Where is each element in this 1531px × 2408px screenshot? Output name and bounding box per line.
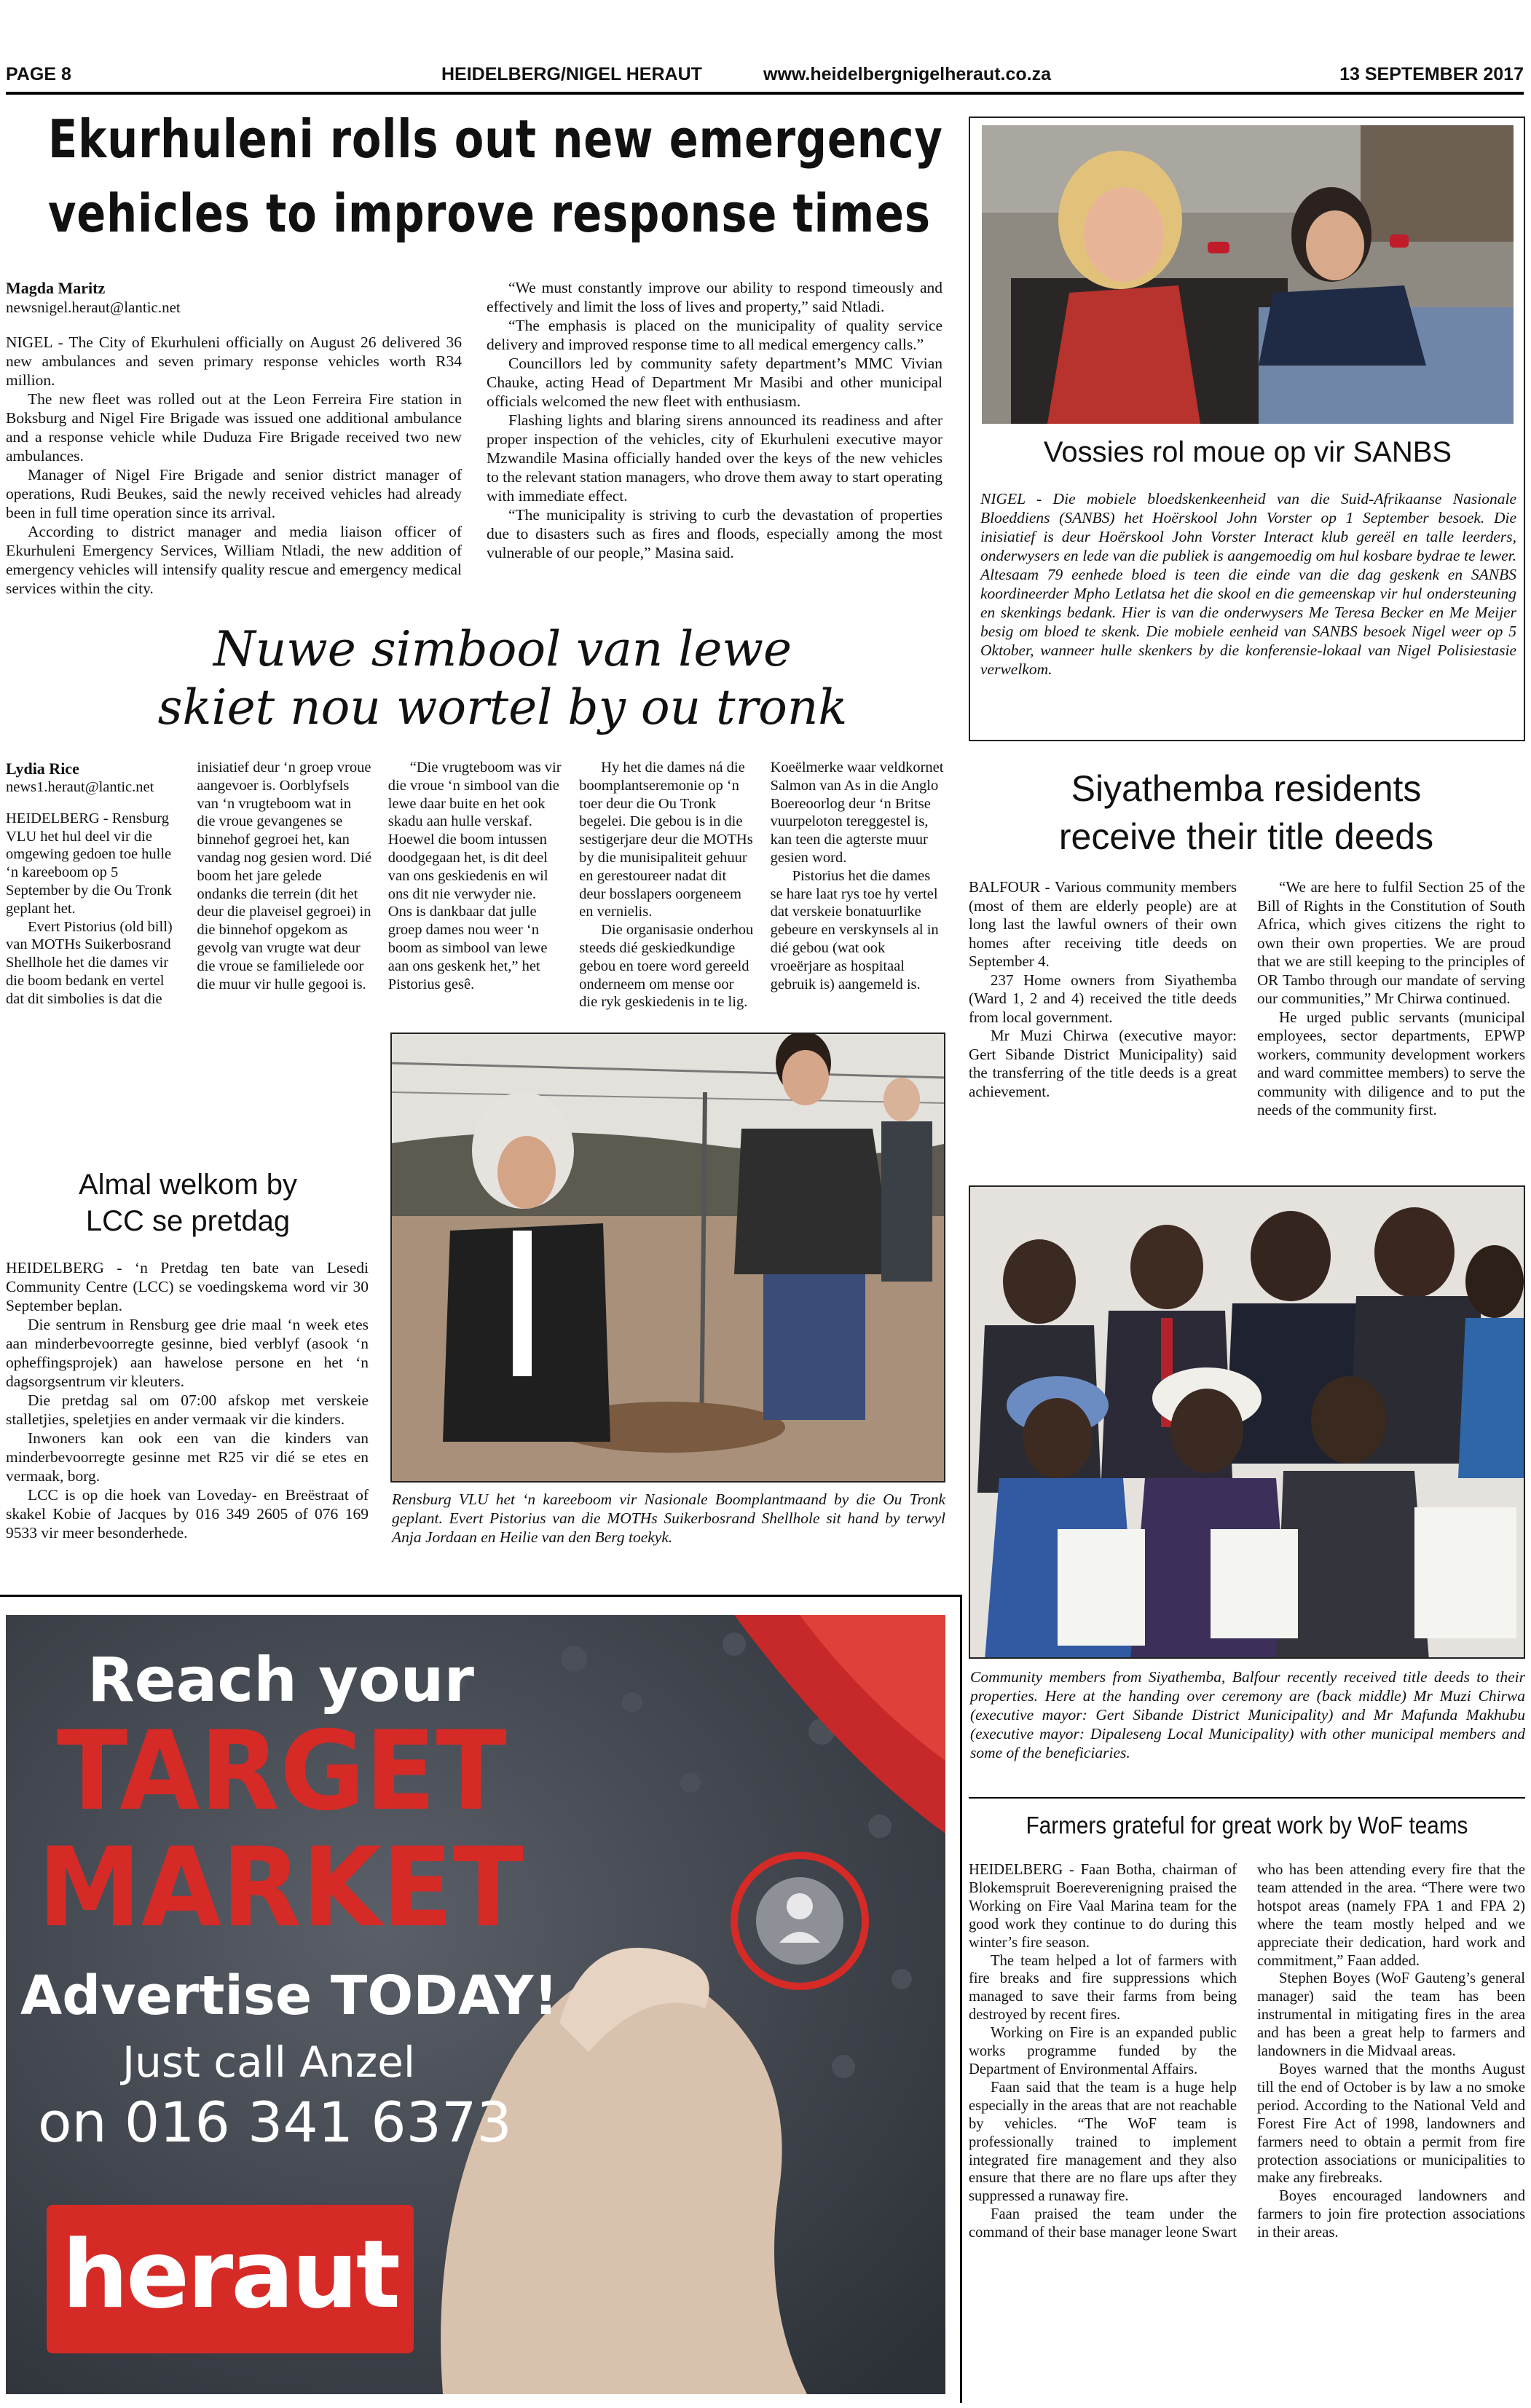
wof-article-body: [969, 1861, 1525, 2400]
blood-donation-image: [982, 125, 1514, 424]
tree-paragraph: Die organisasie onderhou steeds dié geskiedkundige gebou en toere word gereeld onderneem om mense oor die ryk geskiedenis in te lig. Koeëlmerke waar veldkornet Salmon van As in die Anglo Boereoorlog deur ‘n Britse vuurpeloton tereggestel is, kan teen die agterste muur gesien word.: [579, 759, 944, 1011]
ad-top-rule: [0, 1595, 961, 1597]
lead-paragraph: “We must constantly improve our ability to respond timeously and effectively and limit the loss of lives and property,” said Ntladi.: [487, 279, 942, 315]
ad-brand-block: [47, 2205, 414, 2353]
wof-top-rule: [969, 1797, 1525, 1799]
sanbs-caption: NIGEL - Die mobiele bloedskenkeenheid van die Suid-Afrikaanse Nasionale Bloeddiens (SANBS) het Hoërskool John Vorster op 1 September besoek. Die inisiatief is deur Hoërskool John Vorster Interact klub gereël en talle leerders, onderwysers en lede van die publiek is aangemoedig om hul kosbare bydrae te lewer. Altesaam 79 eenhede bloed is teen die einde van die dag geskenk en SANBS koordineerder Mpho Letlatsa het die skool en die gemeenskap vir hul ondersteuning en skenkings bedank. Hier is van die onderwysers Me Teresa Becker en Me Meijer besig om bloed te skenk. Die mobiele eenheid van SANBS besoek Nigel weer op 5 Oktober, wanneer hulle skenkers by die konferensie-lokaal van Nigel Polisiestasie verwelkom.: [980, 490, 1516, 678]
wof-paragraph: Boyes encouraged landowners and farmers to join fire protection associations in their areas.: [1257, 2188, 1525, 2241]
tree-paragraph: Pistorius het die dames se hare laat rys toe hy vertel dat verskeie bonatuurlike gebeure en verskynsels al in dié gebou (wat ook vroeërjare as hospitaal gebruik is) aangemeld is.: [770, 867, 939, 992]
newspaper-name: HEIDELBERG/NIGEL HERAUT: [441, 64, 702, 84]
lcc-headline-line-2: LCC se pretdag: [85, 1205, 291, 1237]
wof-paragraph: HEIDELBERG - Faan Botha, chairman of Blokemspruit Boereverenigning praised the Working on Fire Vaal Marina team for the good work they continue to do during this winter’s fire season.: [969, 1862, 1237, 1951]
title-deeds-photo: [969, 1185, 1525, 1659]
tree-paragraph: HEIDELBERG - Rensburg VLU het hul deel vir die omgewing gedoen toe hulle ‘n kareeboom op 5 September by die Ou Tronk geplant het.: [6, 810, 172, 917]
wof-paragraph: Stephen Boyes (WoF Gauteng’s general manager) said the team has been instrumental in mitigating fires in the area and has been a great help to farmers and landowners in die Midvaal areas.: [1257, 1970, 1525, 2060]
lead-author-email: newsnigel.heraut@lantic.net: [6, 299, 181, 316]
ad-line-reach: Reach your: [87, 1644, 474, 1716]
wof-paragraph: Faan praised the team under the command of their base manager leone Swart who has been attending every fire that the team attended in the area. “There were two hotspot areas (namely FPA 1 and FPA 2) where the team mostly helped and we appreciate their dedication, hard work and commitment,” Faan added.: [969, 1862, 1525, 2241]
wof-headline: Farmers grateful for great work by WoF teams: [1026, 1812, 1468, 1839]
lead-paragraph: Councillors led by community safety department’s MMC Vivian Chauke, acting Head of Department Mr Masibi and other municipal officials welcomed the new fleet with enthusiasm.: [487, 355, 942, 410]
lead-paragraph: The new fleet was rolled out at the Leon Ferreira Fire station in Boksburg and Nigel Fire Brigade was issued one additional ambulance and a response vehicle while Duduza Fire Brigade received two new ambulances.: [6, 390, 462, 465]
tree-paragraph: Evert Pistorius (old bill) van MOTHs Suikerbosrand Shellhole het die dames vir die boom bedank en vertel dat dit simbolies is dat die inisiatief deur ‘n groep vroue aangevoer is. Oorblyfsels van ‘n vrugteboom wat in die vroue gevangenes se binnehof gegroei het, kan vandag nog gesien word. Dié boom het jare gelede ondanks die terrein (dit het deur die plaveisel gegroei) in die binnehof opgekom as gevolg van vrugte wat deur die vroue se familielede oor die muur vir hulle gegooi is.: [6, 759, 372, 1007]
blood-donation-photo: [982, 125, 1514, 424]
ad-line-call: Just call Anzel: [122, 2037, 416, 2087]
siyathemba-paragraph: Mr Muzi Chirwa (executive mayor: Gert Sibande District Municipality) said the transferring of the title deeds is a great achievement.: [969, 1027, 1237, 1100]
advertisement[interactable]: [6, 1615, 945, 2394]
tree-author: Lydia Rice: [6, 759, 79, 778]
siyathemba-paragraph: He urged public servants (municipal employees, sector departments, EPWP workers, community development workers and ward committee members) to serve the community with diligence and to put the needs of the community first.: [1257, 1008, 1525, 1118]
masthead-rule: [6, 92, 1524, 95]
lcc-headline: [6, 1167, 370, 1239]
lead-article-body: [6, 278, 942, 613]
ad-phone-number[interactable]: on 016 341 6373: [38, 2090, 512, 2155]
wof-paragraph: Boyes warned that the months August till the end of October is by law a no smoke period. According to the National Veld and Forest Fire Act of 1998, landowners and farmers need to obtain a permit from fire protection associations or municipalities to make any firebreaks.: [1257, 2061, 1525, 2187]
wof-paragraph: The team helped a lot of farmers with fire breaks and fire suppressions which managed to save their farms from being destroyed by recent fires.: [969, 1952, 1237, 2024]
lead-paragraph: NIGEL - The City of Ekurhuleni officially on August 26 delivered 36 new ambulances and seven primary response vehicles worth R34 million.: [6, 333, 462, 389]
siyathemba-paragraph: BALFOUR - Various community members (most of them are elderly people) are at long last the lawful owners of their own homes after receiving title deeds on September 4.: [969, 878, 1237, 970]
lead-paragraph: “The emphasis is placed on the municipality of quality service delivery and improved response time to all medical emergency calls.”: [487, 317, 942, 353]
lcc-paragraph: Inwoners kan ook een van die kinders van minderbevoorregte gesinne met R25 vir dié se etes en vermaak, borg.: [6, 1429, 369, 1485]
ad-brand-logo: heraut: [62, 2221, 398, 2329]
page-number: PAGE 8: [6, 64, 71, 84]
tree-photo-caption: Rensburg VLU het ‘n kareeboom vir Nasionale Boomplantmaand by die Ou Tronk geplant. Evert Pistorius van die MOTHs Suikerbosrand Shellhole sit hand by terwyl Anja Jordaan en Heilie van den Berg toekyk.: [392, 1491, 945, 1546]
siyathemba-headline: [967, 765, 1525, 861]
lead-headline-line-2: vehicles to improve response times: [48, 183, 931, 244]
lcc-paragraph: LCC is op die hoek van Loveday- en Breëstraat of skakel Kobie of Jacques by 016 349 2605 of 076 169 9533 vir meer besonderhede.: [6, 1486, 369, 1541]
lead-headline-line-1: Ekurhuleni rolls out new emergency: [48, 108, 943, 170]
tree-headline: [73, 620, 932, 737]
lead-paragraph: “The municipality is striving to curb the devastation of properties due to disasters such as fires and floods, especially among the most vulnerable of our people,” Masina said.: [487, 506, 942, 561]
tree-headline-line-2: skiet nou wortel by ou tronk: [157, 679, 848, 735]
title-deeds-image: [970, 1187, 1525, 1659]
lcc-paragraph: Die sentrum in Rensburg gee drie maal ‘n week etes aan minderbevoorregte gesinne, bied verblyf (asook ‘n opheffingsprojek) aan hawelose persone en het ‘n dagsorgsentrum vir kleuters.: [6, 1316, 369, 1390]
lcc-headline-line-1: Almal welkom by: [78, 1169, 298, 1201]
lead-headline: [48, 102, 943, 250]
tree-author-email: news1.heraut@lantic.net: [6, 779, 154, 795]
issue-date: 13 SEPTEMBER 2017: [1339, 64, 1524, 84]
tree-paragraph: “Die vrugteboom was vir die vroue ‘n simbool van die lewe daar buite en het ook skadu aan hulle verskaf. Hoewel die boom intussen doodgegaan het, is dit deel van ons geskiedenis en wil ons dit nie verwyder nie. Ons is dankbaar dat julle groep dames nou weer ‘n boom as simbool van lewe aan ons geskenk het,” het Pistorius gesê.: [387, 759, 562, 992]
siyathemba-headline-line-1: Siyathemba residents: [1071, 768, 1422, 809]
tree-article-body: [6, 759, 945, 1031]
masthead: [6, 64, 1524, 93]
wof-paragraph: Faan said that the team is a huge help especially in the areas that are not reachable by vehicles. “The WoF team is professionally trained to implement integrated fire management and they also ensure that there are no flare ups after they suppressed a runaway fire.: [969, 2079, 1237, 2205]
siyathemba-article-body: [969, 878, 1525, 1169]
lead-author: Magda Maritz: [6, 279, 106, 297]
ad-line-target: TARGET: [57, 1708, 507, 1835]
ad-line-market: MARKET: [38, 1825, 524, 1951]
tree-planting-photo: [390, 1033, 945, 1483]
tree-headline-line-1: Nuwe simbool van lewe: [213, 621, 792, 677]
sanbs-headline: Vossies rol moue op vir SANBS: [1043, 436, 1452, 468]
siyathemba-headline-line-2: receive their title deeds: [1058, 816, 1434, 857]
lead-paragraph: According to district manager and media liaison officer of Ekurhuleni Emergency Services, William Ntladi, the new addition of emergency vehicles will intensify quality rescue and emergency medical services within the city.: [6, 523, 462, 597]
website-url: www.heidelbergnigelheraut.co.za: [763, 64, 1051, 84]
ad-line-advertise: Advertise TODAY!: [20, 1965, 559, 2027]
siyathemba-paragraph: “We are here to fulfil Section 25 of the Bill of Rights in the Constitution of South Africa, which gives citizens the right to own their own properties. We are proud that we are still keeping to the principles of OR Tambo through our mandate of serving our communities,” Mr Chirwa continued.: [1257, 878, 1525, 1007]
lead-paragraph: Manager of Nigel Fire Brigade and senior district manager of operations, Rudi Beukes, said the newly received vehicles had already been in full time operation since its arrival.: [6, 466, 462, 521]
siyathemba-paragraph: 237 Home owners from Siyathemba (Ward 1, 2 and 4) received the title deeds from local government.: [969, 971, 1237, 1026]
title-deeds-caption: Community members from Siyathemba, Balfour recently received title deeds to their properties. Here at the handing over ceremony are (back middle) Mr Muzi Chirwa (executive mayor: Gert Sibande District Municipality) and Mr Mafunda Makhubu (executive mayor: Dipaleseng Local Municipality) with other municipal members and some of the beneficiaries.: [970, 1668, 1525, 1761]
tree-paragraph: Hy het die dames ná die boomplantseremonie op ‘n toer deur die Ou Tronk begelei. Die gebou is in die sestigerjare deur die MOTHs by die munisipaliteit gehuur en gerestoureer nadat dit deur bosslapers oorgeneem en vernielis.: [579, 759, 753, 920]
lcc-paragraph: Die pretdag sal om 07:00 afskop met verskeie stalletjies, speletjies en ander vermaak vir die kinders.: [6, 1391, 369, 1428]
ad-right-rule: [960, 1595, 962, 2403]
lcc-article-body: [6, 1258, 369, 1542]
tree-planting-image: [392, 1034, 945, 1483]
lead-paragraph: Flashing lights and blaring sirens announced its readiness and after proper inspection of the vehicles, city of Ekurhuleni executive mayor Mzwandile Masina officially handed over the keys of the new vehicles to the relevant station managers, who drove them away to start operating with immediate effect.: [487, 411, 942, 505]
wof-paragraph: Working on Fire is an expanded public works programme funded by the Department of Environmental Affairs.: [969, 2025, 1237, 2077]
lcc-paragraph: HEIDELBERG - ‘n Pretdag ten bate van Lesedi Community Centre (LCC) se voedingskema word vir 30 September beplan.: [6, 1259, 369, 1314]
